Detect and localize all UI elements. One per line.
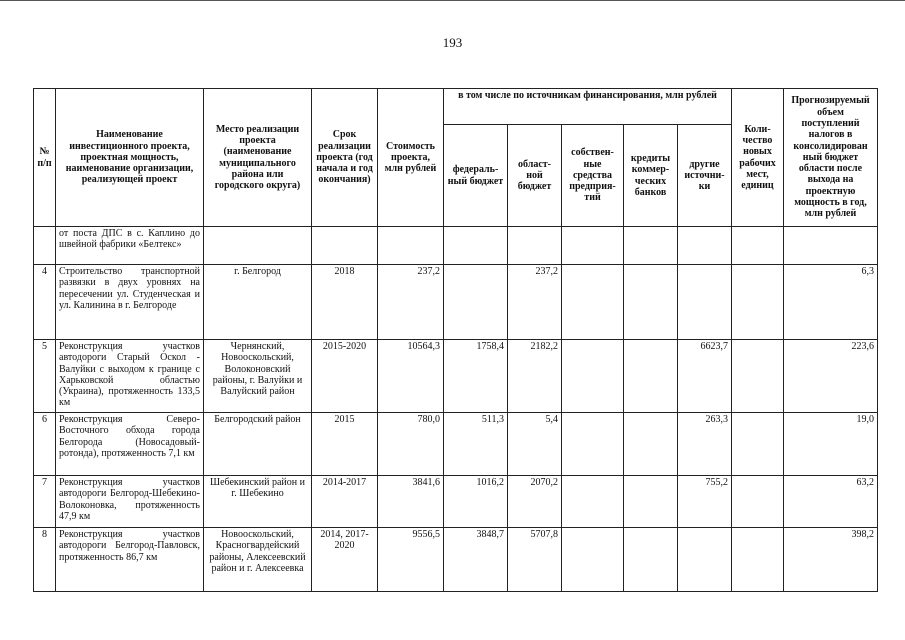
cell-other-sources: 263,3 — [678, 413, 732, 476]
cell-num: 8 — [34, 528, 56, 592]
cell-taxes: 19,0 — [784, 413, 878, 476]
cell-other-sources — [678, 528, 732, 592]
cell-jobs — [732, 476, 784, 528]
cell-cost — [378, 227, 444, 265]
cell-credits — [624, 413, 678, 476]
header-num: № п/п — [34, 89, 56, 227]
header-project-name: Наименование инвестиционного проекта, проектная мощность, наименование организации, реализующей проект — [56, 89, 204, 227]
header-term: Срок реализации проекта (год начала и год окончания) — [312, 89, 378, 227]
header-regional: област-ной бюджет — [508, 125, 562, 227]
page-top-border — [0, 0, 905, 1]
cell-project-name: Реконструкция участков автодороги Белгород-Павловск, протяженность 86,7 км — [56, 528, 204, 592]
table-row — [34, 476, 878, 528]
cell-place — [204, 227, 312, 265]
investment-projects-table — [33, 88, 878, 592]
cell-own-funds — [562, 227, 624, 265]
table-row — [34, 413, 878, 476]
cell-own-funds — [562, 340, 624, 413]
header-jobs: Коли-чество новых рабочих мест, единиц — [732, 89, 784, 227]
cell-place: Шебекинский район и г. Шебекино — [204, 476, 312, 528]
cell-regional: 237,2 — [508, 265, 562, 340]
cell-jobs — [732, 528, 784, 592]
page-number: 193 — [442, 35, 463, 50]
header-federal: федераль-ный бюджет — [444, 125, 508, 227]
cell-taxes: 6,3 — [784, 265, 878, 340]
header-taxes: Прогнозируемый объем поступлений налогов в консолидирован ный бюджет области после выхода на проектную мощность в год, млн рублей — [784, 89, 878, 227]
cell-num: 5 — [34, 340, 56, 413]
cell-cost: 780,0 — [378, 413, 444, 476]
cell-project-name: от поста ДПС в с. Каплино до швейной фабрики «Белтекс» — [56, 227, 204, 265]
cell-term: 2014-2017 — [312, 476, 378, 528]
cell-regional: 5,4 — [508, 413, 562, 476]
header-other-sources: другие источни-ки — [678, 125, 732, 227]
cell-place: Новооскольский, Красногвардейский районы, Алексеевский район и г. Алексеевка — [204, 528, 312, 592]
cell-credits — [624, 227, 678, 265]
cell-other-sources: 755,2 — [678, 476, 732, 528]
table-header — [34, 89, 878, 227]
cell-num — [34, 227, 56, 265]
cell-project-name: Реконструкция Северо-Восточного обхода города Белгорода (Новосадовый-ротонда), протяженность 7,1 км — [56, 413, 204, 476]
cell-own-funds — [562, 413, 624, 476]
cell-own-funds — [562, 265, 624, 340]
cell-taxes: 223,6 — [784, 340, 878, 413]
header-place: Место реализации проекта (наименование муниципального района или городского округа) — [204, 89, 312, 227]
cell-term: 2014, 2017-2020 — [312, 528, 378, 592]
table-row — [34, 265, 878, 340]
cell-regional — [508, 227, 562, 265]
cell-federal: 511,3 — [444, 413, 508, 476]
cell-jobs — [732, 227, 784, 265]
table-row — [34, 340, 878, 413]
cell-cost: 3841,6 — [378, 476, 444, 528]
cell-federal: 1016,2 — [444, 476, 508, 528]
cell-regional: 2182,2 — [508, 340, 562, 413]
cell-regional: 2070,2 — [508, 476, 562, 528]
cell-taxes: 398,2 — [784, 528, 878, 592]
cell-own-funds — [562, 528, 624, 592]
cell-place: г. Белгород — [204, 265, 312, 340]
cell-credits — [624, 265, 678, 340]
cell-credits — [624, 476, 678, 528]
table-row — [34, 528, 878, 592]
cell-credits — [624, 340, 678, 413]
cell-federal: 3848,7 — [444, 528, 508, 592]
cell-federal: 1758,4 — [444, 340, 508, 413]
cell-cost: 9556,5 — [378, 528, 444, 592]
cell-taxes — [784, 227, 878, 265]
header-sources-group: в том числе по источникам финансирования, млн рублей — [444, 89, 732, 125]
table-body — [34, 227, 878, 592]
cell-project-name: Строительство транспортной развязки в двух уровнях на пересечении ул. Студенческая и ул. Калинина в г. Белгороде — [56, 265, 204, 340]
cell-place: Белгородский район — [204, 413, 312, 476]
cell-term: 2015-2020 — [312, 340, 378, 413]
cell-regional: 5707,8 — [508, 528, 562, 592]
table-row — [34, 227, 878, 265]
cell-num: 4 — [34, 265, 56, 340]
cell-term — [312, 227, 378, 265]
cell-federal — [444, 265, 508, 340]
cell-term: 2015 — [312, 413, 378, 476]
cell-num: 7 — [34, 476, 56, 528]
cell-federal — [444, 227, 508, 265]
header-own-funds: собствен-ные средства предприя-тий — [562, 125, 624, 227]
cell-jobs — [732, 265, 784, 340]
cell-other-sources — [678, 227, 732, 265]
cell-cost: 237,2 — [378, 265, 444, 340]
cell-jobs — [732, 340, 784, 413]
cell-credits — [624, 528, 678, 592]
cell-project-name: Реконструкция участков автодороги Старый Оскол - Валуйки с выходом к границе с Харьковской областью (Украина), протяженность 133,5 км — [56, 340, 204, 413]
cell-taxes: 63,2 — [784, 476, 878, 528]
cell-num: 6 — [34, 413, 56, 476]
cell-place: Чернянский, Новооскольский, Волоконовский районы, г. Валуйки и Валуйский район — [204, 340, 312, 413]
header-cost: Стоимость проекта, млн рублей — [378, 89, 444, 227]
cell-jobs — [732, 413, 784, 476]
cell-own-funds — [562, 476, 624, 528]
cell-other-sources — [678, 265, 732, 340]
cell-project-name: Реконструкция участков автодороги Белгород-Шебекино-Волоконовка, протяженность 47,9 км — [56, 476, 204, 528]
cell-cost: 10564,3 — [378, 340, 444, 413]
cell-other-sources: 6623,7 — [678, 340, 732, 413]
cell-term: 2018 — [312, 265, 378, 340]
header-credits: кредиты коммер-ческих банков — [624, 125, 678, 227]
